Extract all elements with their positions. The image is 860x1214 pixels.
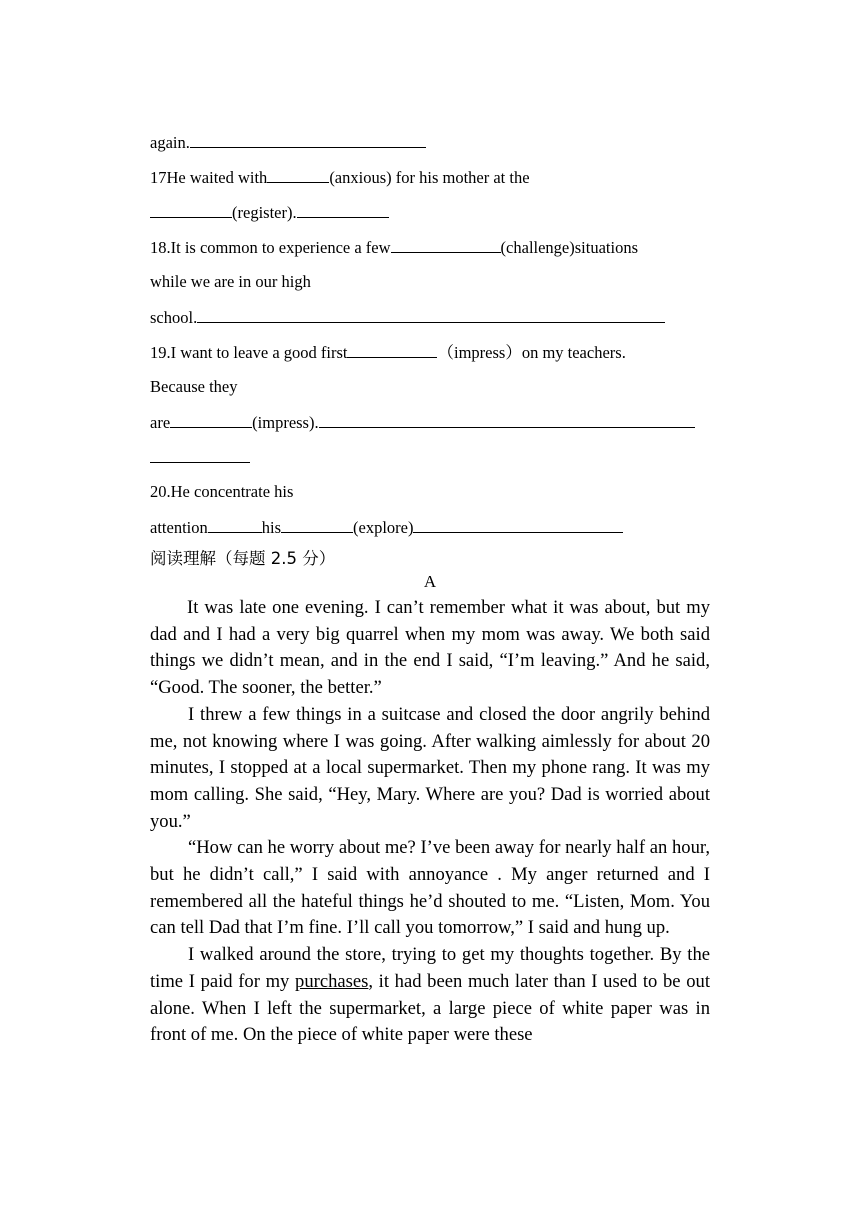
question-text: 20.He concentrate his xyxy=(150,482,294,501)
reading-passage xyxy=(150,595,710,1049)
question-text: school. xyxy=(150,308,198,327)
question-text: Because they xyxy=(150,377,238,396)
question-text: his xyxy=(261,518,281,537)
question-text: (challenge)situations xyxy=(500,238,639,257)
question-19-line-4 xyxy=(150,447,720,468)
question-text: 17He waited with xyxy=(150,168,268,187)
question-text: (register). xyxy=(232,203,297,222)
paragraph-4-text-a: I walked around the store, trying to get my thoughts together. By the time I paid for my xyxy=(150,944,710,992)
paragraph-4-text-b: , it had been much later than I used to be out alone. When I left the supermarket, a large piece of white paper was in front of me. On the piece of white paper were these xyxy=(150,970,710,1046)
question-19-line-3 xyxy=(150,412,720,433)
question-18-line-3 xyxy=(150,307,720,328)
answer-blank[interactable] xyxy=(319,412,695,428)
answer-blank[interactable] xyxy=(208,517,262,533)
answer-blank[interactable] xyxy=(267,167,329,183)
question-text: (anxious) for his mother at the xyxy=(329,168,530,187)
answer-blank[interactable] xyxy=(347,342,437,358)
paragraph-1: It was late one evening. I can’t remember what it was about, but my dad and I had a very big quarrel when my mom was away. We both said things we didn’t mean, and in the end I said, “I’m leaving.” And he said, “Good. The sooner, the better.” xyxy=(150,597,710,699)
answer-blank[interactable] xyxy=(170,412,252,428)
passage-title: A xyxy=(423,572,437,591)
answer-blank[interactable] xyxy=(197,307,665,323)
question-19-line-2 xyxy=(150,377,720,397)
underlined-word: purchases xyxy=(295,970,369,992)
paragraph-2: I threw a few things in a suitcase and closed the door angrily behind me, not knowing where I was going. After walking aimlessly for about 20 minutes, I stopped at a local supermarket. Then my phone rang. It was my mom calling. She said, “Hey, Mary. Where are you? Dad is worried about you.” xyxy=(150,703,710,832)
question-20-line-1 xyxy=(150,482,720,502)
question-text: (explore) xyxy=(353,518,414,537)
question-text: 19.I want to leave a good first xyxy=(150,343,348,362)
question-text: (impress). xyxy=(252,413,319,432)
question-17-line-2 xyxy=(150,202,720,223)
question-text: are xyxy=(150,413,171,432)
question-text: while we are in our high xyxy=(150,272,311,291)
question-text: attention xyxy=(150,518,208,537)
question-17-line-1 xyxy=(150,167,720,188)
question-18-line-1 xyxy=(150,237,720,258)
exercise-line-again xyxy=(150,132,720,153)
answer-blank[interactable] xyxy=(413,517,623,533)
paragraph-4 xyxy=(150,942,710,1049)
answer-blank[interactable] xyxy=(281,517,353,533)
section-title: 阅读理解（每题 2.5 分） xyxy=(150,549,336,568)
question-text: 18.It is common to experience a few xyxy=(150,238,391,257)
answer-blank[interactable] xyxy=(150,447,250,463)
exercise-text: again. xyxy=(150,133,190,152)
answer-blank[interactable] xyxy=(150,202,232,218)
answer-blank[interactable] xyxy=(297,202,389,218)
question-text: （impress）on my teachers. xyxy=(437,343,626,362)
question-20-line-2 xyxy=(150,517,720,538)
question-18-line-2 xyxy=(150,272,720,292)
answer-blank[interactable] xyxy=(391,237,501,253)
question-19-line-1 xyxy=(150,342,720,363)
paragraph-3: “How can he worry about me? I’ve been away for nearly half an hour, but he didn’t call,” I said with annoyance . My anger returned and I remembered all the hateful things he’d shouted to me. “Listen, Mom. You can tell Dad that I’m fine. I’ll call you tomorrow,” I said and hung up. xyxy=(150,837,710,939)
answer-blank[interactable] xyxy=(190,132,426,148)
